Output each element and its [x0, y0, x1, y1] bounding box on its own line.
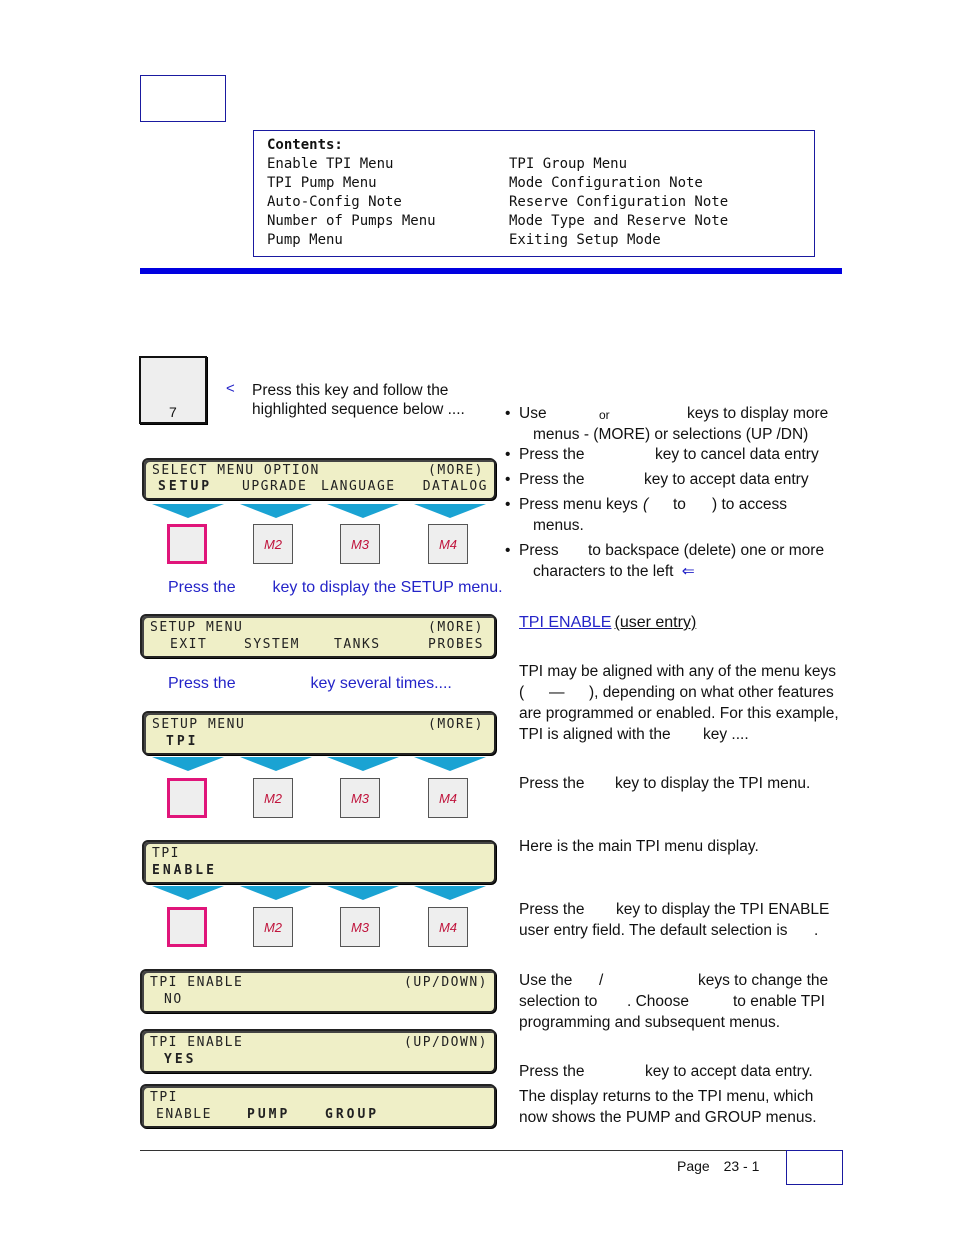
section-heading [519, 614, 696, 632]
menu-key-m1[interactable] [167, 907, 207, 947]
bullet-text: menus. [533, 517, 584, 534]
caption-text: Press the [168, 675, 236, 692]
menu-key-m3[interactable]: M3 [340, 907, 380, 947]
para-line: programming and subsequent menus. [519, 1014, 781, 1031]
lcd-row-updown: (UP/DOWN) [404, 975, 488, 990]
bullet-icon: • [505, 405, 511, 422]
para-text: — [549, 684, 565, 701]
contents-item[interactable]: Mode Configuration Note [509, 175, 703, 191]
lcd-selected-item: SETUP [158, 479, 213, 494]
chapter-tab-box [140, 75, 226, 122]
lcd-row-title: SETUP MENU [152, 717, 246, 732]
contents-item[interactable]: TPI Group Menu [509, 156, 628, 172]
para-line: The display returns to the TPI menu, which [519, 1088, 814, 1105]
lcd-tpi-menu [142, 840, 496, 884]
bullet-text: menus - (MORE) or selections (UP /DN) [533, 426, 809, 443]
contents-item[interactable]: Pump Menu [267, 232, 343, 248]
bullet-text: to [673, 496, 686, 513]
intro-line: highlighted sequence below .... [252, 401, 465, 418]
para-text: key to display the TPI ENABLE [616, 901, 830, 918]
pointer-triangle-icon [240, 886, 312, 900]
contents-item[interactable]: Mode Type and Reserve Note [509, 213, 729, 229]
para-tpi-enable [519, 899, 844, 941]
lcd-row-updown: (UP/DOWN) [404, 1035, 488, 1050]
para-text: key .... [703, 726, 749, 743]
lcd-setup-menu [140, 614, 496, 658]
pointer-triangle-icon [327, 504, 399, 518]
footer-tab-box [786, 1150, 843, 1185]
para-text: selection to [519, 993, 598, 1010]
lcd-selected-item: GROUP [325, 1107, 380, 1122]
pointer-arrow-icon: < [226, 380, 235, 397]
bullet-text: to backspace (delete) one or more [588, 542, 825, 559]
pointer-triangle-icon [240, 757, 312, 771]
para-line: TPI may be aligned with any of the menu keys [519, 663, 837, 680]
para-alignment [519, 661, 844, 745]
lcd-row-title: SELECT MENU OPTION [152, 463, 320, 478]
bullet-text: key to cancel data entry [655, 446, 819, 463]
pointer-triangle-icon [240, 504, 312, 518]
lcd-item: TANKS [334, 637, 381, 652]
lcd-setup-menu-tpi [142, 711, 496, 755]
para-text: user entry field. The default selection is [519, 922, 788, 939]
bullet-icon: • [505, 446, 511, 463]
para-main-tpi: Here is the main TPI menu display. [519, 838, 759, 855]
para-text: . [814, 922, 819, 939]
lcd-selected-item: TPI [166, 734, 199, 749]
para-text: Press the [519, 901, 585, 918]
caption-text: key to display the SETUP menu. [272, 579, 503, 596]
contents-item[interactable]: TPI Pump Menu [267, 175, 377, 191]
lcd-selected-item: NO [164, 992, 183, 1007]
menu-key-m3[interactable]: M3 [340, 524, 380, 564]
lcd-item: PROBES [428, 637, 484, 652]
tpi-enable-link[interactable]: TPI ENABLE [519, 614, 612, 631]
bullet-text: Press the [519, 471, 585, 488]
bullet-icon: • [505, 542, 511, 559]
menu-key-m4[interactable]: M4 [428, 778, 468, 818]
lcd-selected-item: PUMP [247, 1107, 291, 1122]
contents-left-list [267, 155, 436, 250]
lcd-item: DATALOG [422, 479, 488, 494]
contents-item[interactable]: Number of Pumps Menu [267, 213, 436, 229]
menu-key-m2[interactable]: M2 [253, 907, 293, 947]
intro-line: Press this key and follow the [252, 382, 449, 399]
lcd-row-more: (MORE) [428, 463, 484, 478]
para-change-selection [519, 970, 844, 1033]
para-text: ( [519, 684, 525, 701]
menu-key-m4[interactable]: M4 [428, 524, 468, 564]
lcd-selected-item: ENABLE [152, 863, 217, 878]
bullet-text: ( [643, 496, 649, 513]
pointer-triangle-icon [414, 504, 486, 518]
lcd-item: UPGRADE [242, 479, 308, 494]
menu-key-m3[interactable]: M3 [340, 778, 380, 818]
contents-heading: Contents: [267, 137, 343, 153]
bullet-icon: • [505, 496, 511, 513]
bullet-icon: • [505, 471, 511, 488]
bullet-text: characters to the left [533, 563, 674, 580]
bullet-accept [505, 469, 845, 490]
pointer-triangle-icon [327, 757, 399, 771]
para-line: are programmed or enabled. For this example, [519, 705, 839, 722]
para-text: Press the [519, 1063, 585, 1080]
bullet-text: key to accept data entry [644, 471, 809, 488]
bullet-text: Use [519, 405, 547, 422]
menu-key-m4[interactable]: M4 [428, 907, 468, 947]
menu-key-m2[interactable]: M2 [253, 778, 293, 818]
para-text: Use the [519, 972, 573, 989]
lcd-item: EXIT [170, 637, 208, 652]
caption-text: key several times.... [310, 675, 452, 692]
lcd-row-title: SETUP MENU [150, 620, 244, 635]
bullet-text: Press menu keys [519, 496, 638, 513]
caption-text: Press the [168, 579, 236, 596]
para-accept [519, 1061, 844, 1128]
pointer-triangle-icon [152, 757, 224, 771]
pointer-triangle-icon [414, 886, 486, 900]
para-text: TPI is aligned with the [519, 726, 671, 743]
para-text: / [599, 972, 604, 989]
page-number [677, 1158, 759, 1174]
bullet-menu-keys [505, 494, 845, 534]
bullet-text: keys to display more [687, 405, 829, 422]
intro-text [252, 381, 465, 419]
contents-box [253, 130, 815, 257]
section-heading-rest: (user entry) [614, 614, 697, 631]
lcd-selected-item: YES [164, 1052, 197, 1067]
para-text: Press the [519, 775, 585, 792]
caption-setup [168, 579, 503, 597]
menu-key-m2[interactable]: M2 [253, 524, 293, 564]
contents-item[interactable]: Exiting Setup Mode [509, 232, 661, 248]
step-key-label: 7 [169, 404, 177, 420]
lcd-row-title: TPI ENABLE [150, 975, 244, 990]
backspace-arrow-icon: ⇐ [681, 563, 695, 580]
para-text: . Choose [627, 993, 690, 1010]
contents-item[interactable]: Auto-Config Note [267, 194, 402, 210]
contents-item[interactable]: Enable TPI Menu [267, 156, 394, 172]
menu-key-m1[interactable] [167, 778, 207, 818]
lcd-tpi-pump-group [140, 1084, 496, 1128]
lcd-tpi-enable-yes [140, 1029, 496, 1073]
lcd-select-menu-option [142, 458, 496, 500]
para-line: now shows the PUMP and GROUP menus. [519, 1109, 817, 1126]
menu-key-m1[interactable] [167, 524, 207, 564]
bullet-backspace [505, 540, 845, 580]
lcd-tpi-enable-no [140, 969, 496, 1013]
para-text: key to display the TPI menu. [615, 775, 811, 792]
pointer-triangle-icon [414, 757, 486, 771]
lcd-row-title: TPI [150, 1090, 178, 1105]
lcd-item: ENABLE [156, 1107, 212, 1122]
bullet-text: Press the [519, 446, 585, 463]
pointer-triangle-icon [152, 504, 224, 518]
bullet-more-keys [505, 403, 845, 443]
page-label: Page [677, 1158, 710, 1174]
page-num: 23 - 1 [723, 1158, 760, 1174]
setup-step-key[interactable] [139, 356, 207, 424]
contents-item[interactable]: Reserve Configuration Note [509, 194, 729, 210]
lcd-row-more: (MORE) [428, 620, 484, 635]
contents-right-list [509, 155, 728, 250]
pointer-triangle-icon [152, 886, 224, 900]
section-divider [140, 268, 842, 274]
bullet-text: Press [519, 542, 559, 559]
lcd-item: LANGUAGE [321, 479, 396, 494]
para-text: key to accept data entry. [645, 1063, 813, 1080]
para-display-tpi [519, 773, 844, 794]
lcd-row-title: TPI [152, 846, 180, 861]
lcd-item: SYSTEM [244, 637, 300, 652]
footer-rule [140, 1150, 842, 1151]
bullet-text: ) to access [712, 496, 787, 513]
lcd-row-title: TPI ENABLE [150, 1035, 244, 1050]
bullet-cancel [505, 444, 845, 465]
para-text: ), depending on what other features [589, 684, 834, 701]
para-text: keys to change the [698, 972, 829, 989]
lcd-row-more: (MORE) [428, 717, 484, 732]
caption-several-times [168, 675, 452, 693]
para-text: to enable TPI [733, 993, 825, 1010]
bullet-text: or [599, 408, 610, 422]
pointer-triangle-icon [327, 886, 399, 900]
